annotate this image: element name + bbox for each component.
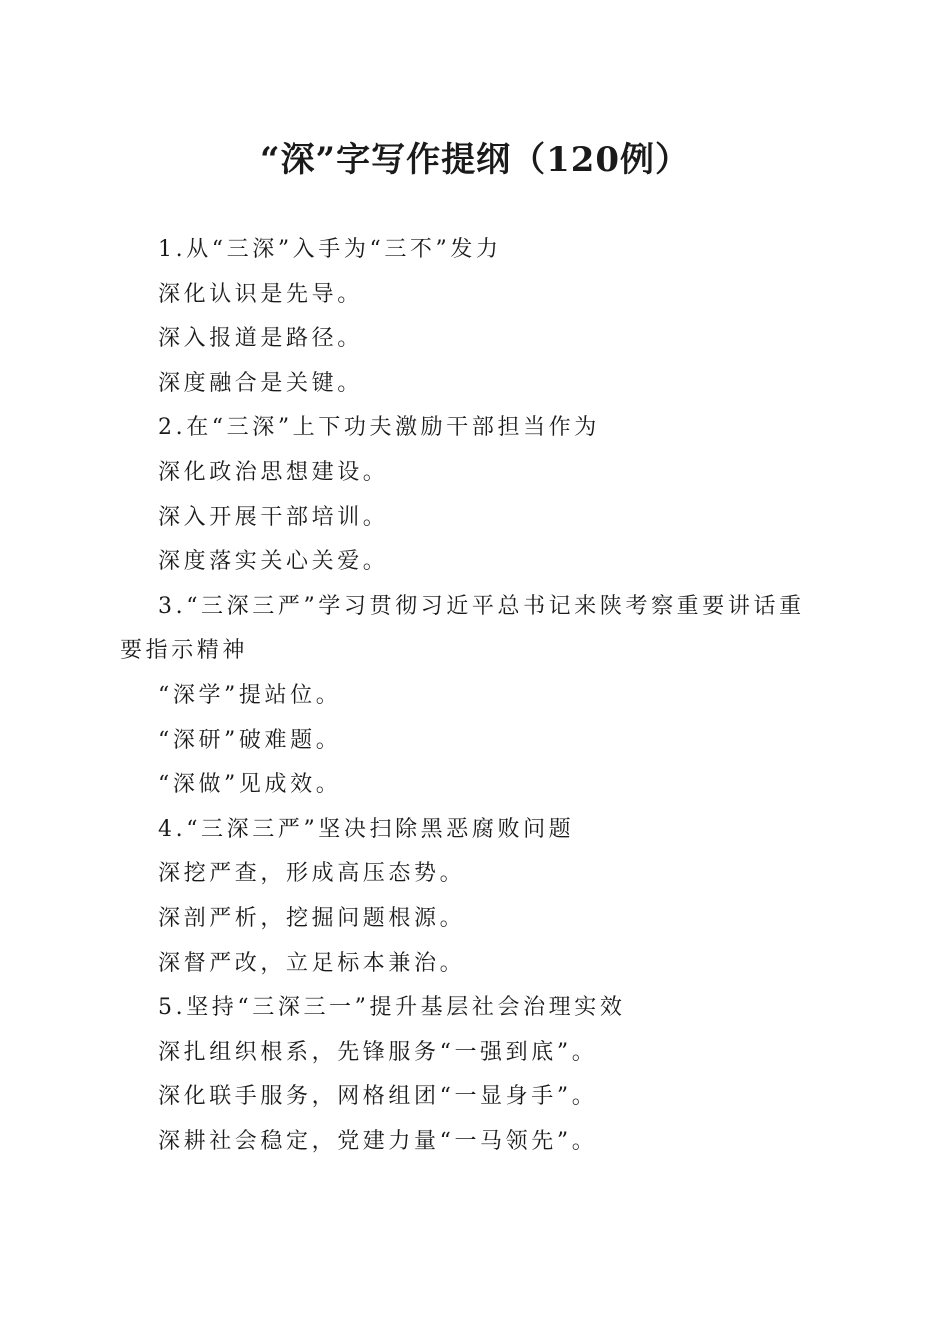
outline-item: 深化联手服务，网格组团“一显身手”。 [158, 1084, 598, 1110]
outline-item: 深挖严查，形成高压态势。 [158, 861, 466, 887]
outline-item: “深研”破难题。 [158, 727, 342, 753]
document-title: “深”字写作提纲（120例） [259, 140, 691, 180]
section-heading-4: 4.“三深三严”坚决扫除黑恶腐败问题 [158, 816, 575, 842]
outline-item: 深耕社会稳定，党建力量“一马领先”。 [158, 1128, 598, 1154]
section-heading-2: 2.在“三深”上下功夫激励干部担当作为 [158, 415, 600, 441]
section-heading-1: 1.从“三深”入手为“三不”发力 [158, 237, 502, 262]
outline-item: 深化政治思想建设。 [158, 459, 389, 485]
outline-item: 深入报道是路径。 [158, 326, 363, 352]
outline-item: 深化认识是先导。 [158, 281, 363, 307]
outline-item: 深扎组织根系，先锋服务“一强到底”。 [158, 1039, 598, 1065]
outline-item: 深督严改，立足标本兼治。 [158, 950, 466, 976]
section-heading-3-continuation: 要指示精神 [120, 638, 249, 664]
outline-item: 深剖严析，挖掘问题根源。 [158, 905, 466, 931]
outline-item: 深入开展干部培训。 [158, 504, 389, 530]
document-body [120, 228, 830, 1164]
outline-item: 深度落实关心关爱。 [158, 549, 389, 575]
outline-item: “深做”见成效。 [158, 772, 342, 798]
outline-item: 深度融合是关键。 [158, 370, 363, 396]
outline-item: “深学”提站位。 [158, 682, 342, 708]
section-heading-5: 5.坚持“三深三一”提升基层社会治理实效 [158, 995, 626, 1021]
section-heading-3: 3.“三深三严”学习贯彻习近平总书记来陕考察重要讲话重 [158, 593, 805, 619]
